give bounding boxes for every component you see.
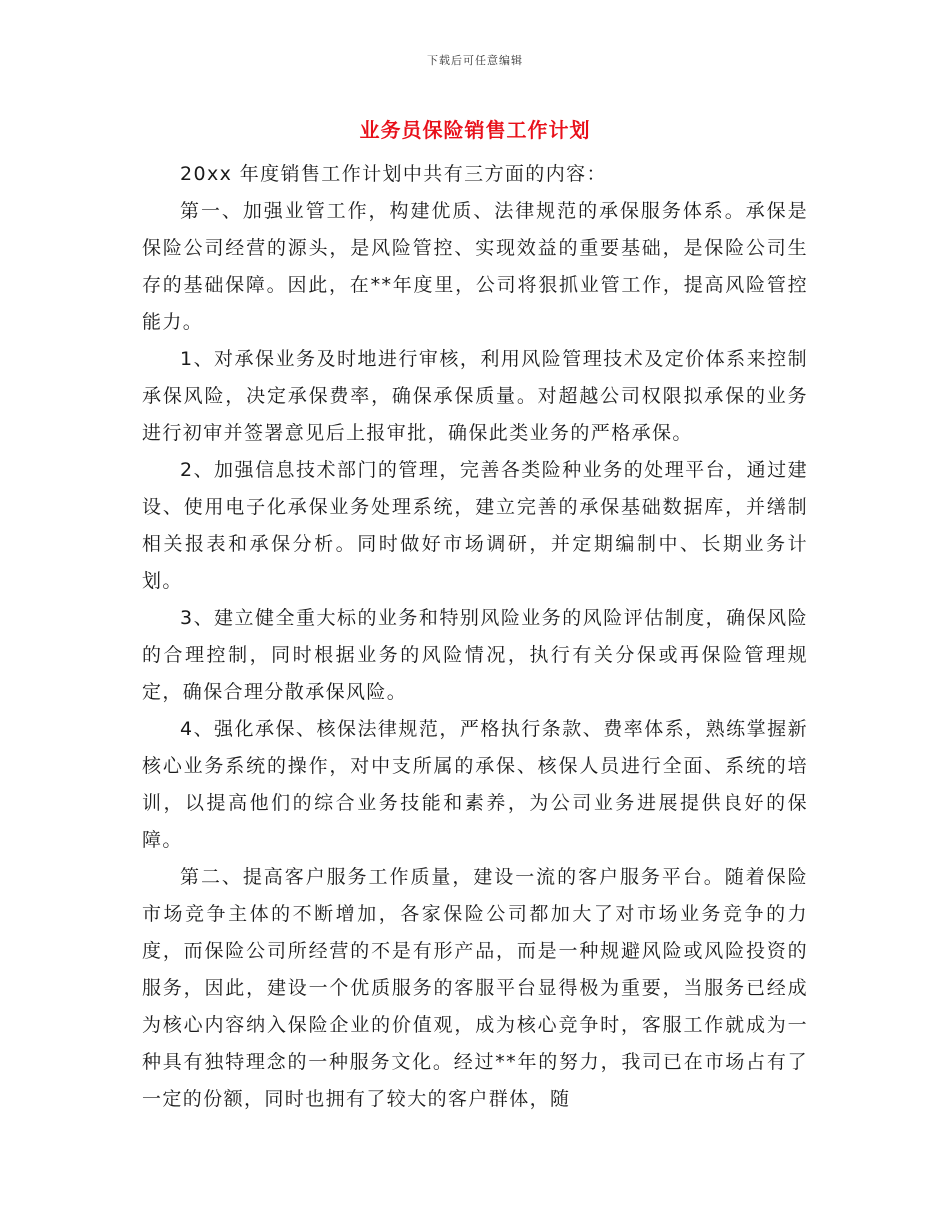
paragraph-item-3: 3、建立健全重大标的业务和特别风险业务的风险评估制度，确保风险的合理控制，同时根据业务的风险情况，执行有关分保或再保险管理规定，确保合理分散承保风险。 [142, 607, 808, 703]
document-title: 业务员保险销售工作计划 [359, 118, 591, 142]
paragraph-section-1: 第一、加强业管工作，构建优质、法律规范的承保服务体系。承保是保险公司经营的源头，是风险管控、实现效益的重要基础，是保险公司生存的基础保障。因此，在**年度里，公司将狠抓业管工作，提高风险管控能力。 [142, 200, 808, 333]
header-note: 下载后可任意编辑 [427, 54, 523, 67]
document-body [142, 156, 808, 1118]
paragraph-intro: 20xx 年度销售工作计划中共有三方面的内容： [180, 163, 607, 185]
paragraph-item-1: 1、对承保业务及时地进行审核，利用风险管理技术及定价体系来控制承保风险，决定承保费率，确保承保质量。对超越公司权限拟承保的业务进行初审并签署意见后上报审批，确保此类业务的严格承保。 [142, 348, 808, 444]
paragraph-section-2: 第二、提高客户服务工作质量，建设一流的客户服务平台。随着保险市场竞争主体的不断增加，各家保险公司都加大了对市场业务竞争的力度，而保险公司所经营的不是有形产品，而是一种规避风险或风险投资的服务，因此，建设一个优质服务的客服平台显得极为重要，当服务已经成为核心内容纳入保险企业的价值观，成为核心竞争时，客服工作就成为一种具有独特理念的一种服务文化。经过**年的努力，我司已在市场占有了一定的份额，同时也拥有了较大的客户群体，随 [142, 866, 808, 1110]
paragraph-item-4: 4、强化承保、核保法律规范，严格执行条款、费率体系，熟练掌握新核心业务系统的操作，对中支所属的承保、核保人员进行全面、系统的培训，以提高他们的综合业务技能和素养，为公司业务进展提供良好的保障。 [142, 718, 808, 851]
paragraph-item-2: 2、加强信息技术部门的管理，完善各类险种业务的处理平台，通过建设、使用电子化承保业务处理系统，建立完善的承保基础数据库，并缮制相关报表和承保分析。同时做好市场调研，并定期编制中、长期业务计划。 [142, 459, 808, 592]
